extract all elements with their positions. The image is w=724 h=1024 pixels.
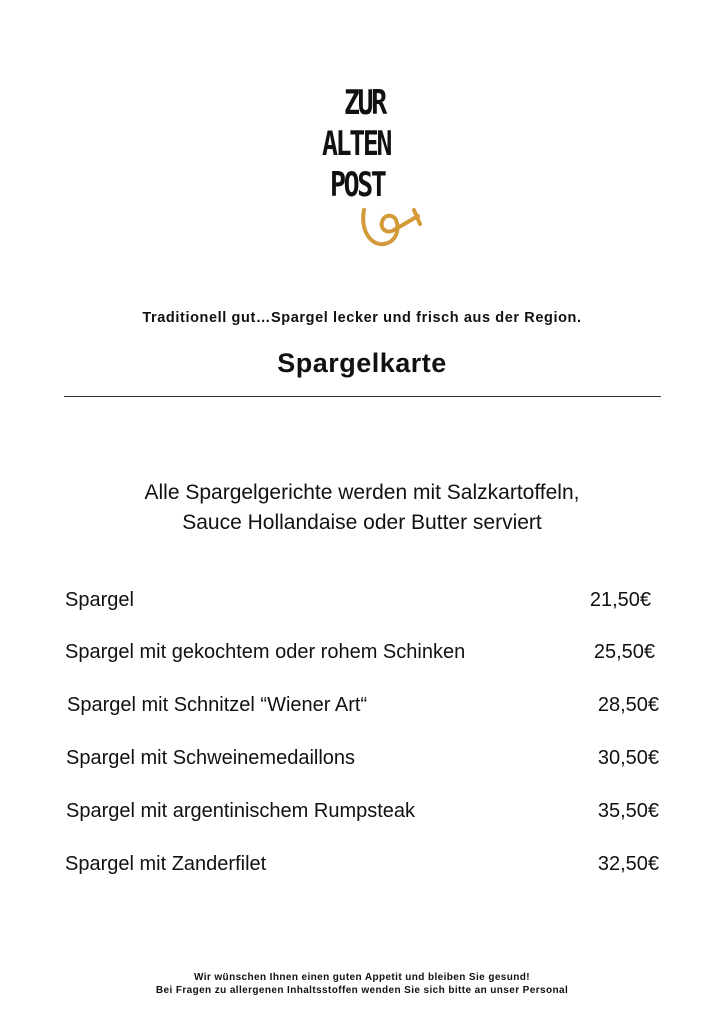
divider xyxy=(64,396,661,397)
intro-line-2: Sauce Hollandaise oder Butter serviert xyxy=(182,511,542,534)
menu-item-price: 21,50€ xyxy=(589,589,651,611)
menu-item xyxy=(65,849,665,879)
logo-line-1: ZUR xyxy=(344,83,385,123)
menu-item-name: Spargel mit Zanderfilet xyxy=(65,853,267,875)
menu-item-price: 32,50€ xyxy=(597,853,659,875)
menu-item-price: 30,50€ xyxy=(597,747,659,769)
menu-item xyxy=(65,743,665,773)
intro-text xyxy=(0,478,724,538)
menu-item-price: 28,50€ xyxy=(597,694,659,716)
menu-item-name: Spargel mit gekochtem oder rohem Schinken xyxy=(65,641,466,663)
menu-item xyxy=(65,690,665,720)
footer-line-1: Wir wünschen Ihnen einen guten Appetit und bleiben Sie gesund! xyxy=(193,972,530,983)
menu-item xyxy=(65,637,665,667)
footer-line-2: Bei Fragen zu allergenen Inhaltsstoffen wenden Sie sich bitte an unser Personal xyxy=(155,985,569,996)
posthorn-icon xyxy=(358,202,426,252)
tagline: Traditionell gut…Spargel lecker und frisch aus der Region. xyxy=(142,310,582,326)
menu-item xyxy=(65,796,665,826)
logo-line-2: ALTEN xyxy=(322,124,391,164)
footer-note xyxy=(0,971,724,997)
intro-line-1: Alle Spargelgerichte werden mit Salzkartoffeln, xyxy=(144,481,580,504)
menu-item-price: 35,50€ xyxy=(597,800,659,822)
logo-line-3: POST xyxy=(330,165,385,205)
menu-item-name: Spargel mit Schnitzel “Wiener Art“ xyxy=(67,694,368,716)
menu-item-name: Spargel mit argentinischem Rumpsteak xyxy=(66,800,416,822)
page-title: Spargelkarte xyxy=(277,348,447,378)
menu-item-price: 25,50€ xyxy=(593,641,655,663)
restaurant-logo xyxy=(318,84,428,254)
menu-item xyxy=(65,585,665,615)
menu-item-name: Spargel xyxy=(65,589,134,611)
menu-item-name: Spargel mit Schweinemedaillons xyxy=(66,747,356,769)
